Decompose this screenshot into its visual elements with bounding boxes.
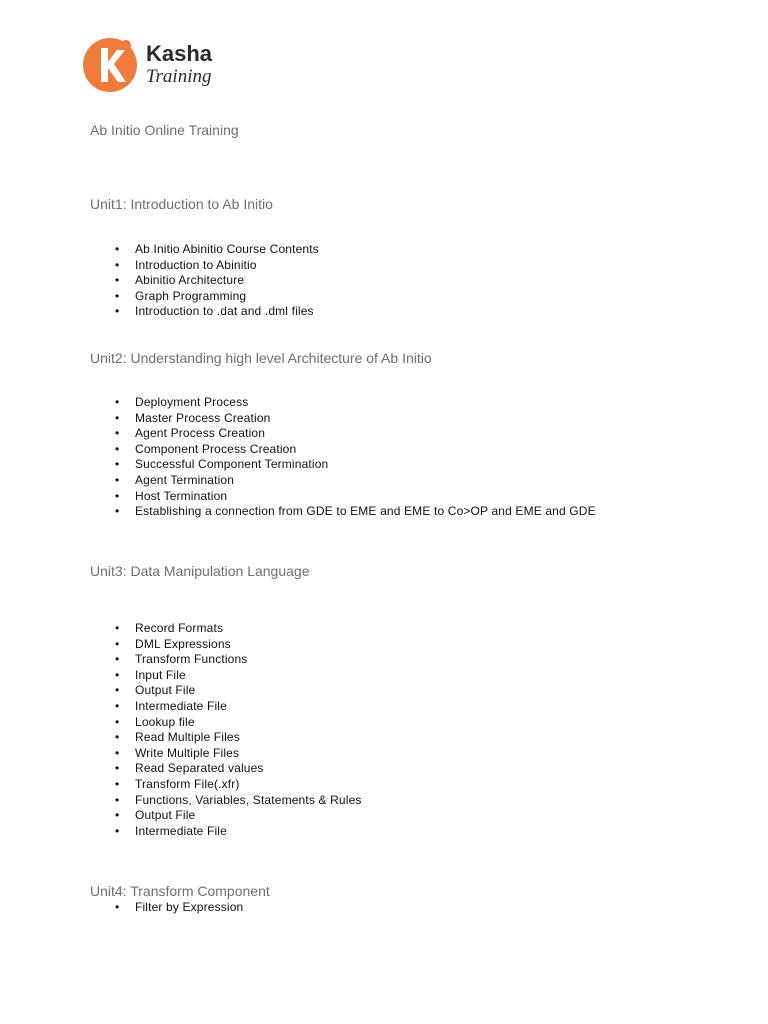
list-item: [115, 793, 362, 809]
list-item-text: Transform Functions: [135, 652, 248, 667]
document-title: Ab Initio Online Training: [90, 122, 239, 138]
bullet-icon: •: [115, 776, 120, 791]
unit-1-heading: Unit1: Introduction to Ab Initio: [90, 196, 273, 212]
list-item: [115, 730, 362, 746]
list-item-text: Intermediate File: [135, 698, 227, 713]
bullet-icon: •: [115, 257, 120, 272]
list-item-text: Deployment Process: [135, 395, 249, 409]
unit-3-heading: Unit3: Data Manipulation Language: [90, 563, 310, 579]
list-item: [115, 504, 596, 520]
unit-4-topic-list: [115, 900, 243, 916]
list-item-text: Lookup file: [135, 714, 195, 729]
list-item-text: Graph Programming: [135, 288, 247, 303]
bullet-icon: •: [115, 288, 120, 303]
bullet-icon: •: [115, 395, 120, 409]
kasha-logo-mark-icon: [82, 36, 138, 92]
list-item-text: Output File: [135, 683, 196, 698]
list-item-text: Filter by Expression: [135, 900, 244, 914]
bullet-icon: •: [115, 761, 120, 776]
bullet-icon: •: [115, 441, 120, 456]
list-item: [115, 668, 362, 684]
list-item: [115, 715, 362, 731]
bullet-icon: •: [115, 621, 120, 635]
list-item-text: Successful Component Termination: [135, 457, 329, 472]
bullet-icon: •: [115, 457, 120, 472]
list-item-text: Component Process Creation: [135, 441, 297, 456]
bullet-icon: •: [115, 900, 120, 914]
list-item: [115, 652, 362, 668]
list-item: [115, 442, 596, 458]
bullet-icon: •: [115, 242, 120, 256]
list-item: [115, 289, 319, 305]
bullet-icon: •: [115, 808, 120, 823]
list-item-text: DML Expressions: [135, 636, 231, 651]
bullet-icon: •: [115, 683, 120, 698]
bullet-icon: •: [115, 823, 120, 838]
list-item: [115, 621, 362, 637]
list-item: [115, 242, 319, 258]
unit-2-topic-list: [115, 395, 596, 520]
bullet-icon: •: [115, 273, 120, 288]
list-item-text: Agent Process Creation: [135, 426, 266, 441]
list-item-text: Agent Termination: [135, 472, 235, 487]
list-item-text: Read Multiple Files: [135, 730, 240, 745]
unit-4-heading: Unit4: Transform Component: [90, 883, 270, 899]
bullet-icon: •: [115, 304, 120, 319]
bullet-icon: •: [115, 504, 120, 519]
list-item-text: Functions, Variables, Statements & Rules: [135, 792, 362, 807]
list-item: [115, 777, 362, 793]
logo-sub-text: Training: [146, 66, 212, 87]
list-item-text: Host Termination: [135, 488, 228, 503]
bullet-icon: •: [115, 698, 120, 713]
list-item-text: Input File: [135, 667, 186, 682]
bullet-icon: •: [115, 792, 120, 807]
list-item-text: Abinitio Architecture: [135, 273, 245, 288]
bullet-icon: •: [115, 636, 120, 651]
list-item: [115, 258, 319, 274]
logo-brand-text: Kasha: [146, 41, 213, 66]
list-item-text: Write Multiple Files: [135, 745, 240, 760]
list-item: [115, 900, 243, 916]
unit-2-heading: Unit2: Understanding high level Architecture of Ab Initio: [90, 350, 432, 366]
list-item-text: Establishing a connection from GDE to EME and EME to Co>OP and EME and GDE: [135, 504, 596, 519]
unit-1-topic-list: [115, 242, 319, 320]
list-item-text: Read Separated values: [135, 761, 264, 776]
list-item-text: Master Process Creation: [135, 410, 271, 425]
bullet-icon: •: [115, 730, 120, 745]
list-item-text: Introduction to .dat and .dml files: [135, 304, 314, 319]
list-item: [115, 637, 362, 653]
bullet-icon: •: [115, 745, 120, 760]
list-item-text: Ab Initio Abinitio Course Contents: [135, 242, 319, 256]
unit-3-topic-list: [115, 621, 362, 839]
list-item: [115, 304, 319, 320]
list-item-text: Intermediate File: [135, 823, 227, 838]
list-item: [115, 489, 596, 505]
bullet-icon: •: [115, 714, 120, 729]
list-item: [115, 683, 362, 699]
list-item-text: Transform File(.xfr): [135, 776, 240, 791]
list-item-text: Record Formats: [135, 621, 224, 635]
list-item: [115, 761, 362, 777]
list-item: [115, 699, 362, 715]
list-item: [115, 746, 362, 762]
list-item: [115, 426, 596, 442]
list-item: [115, 395, 596, 411]
list-item-text: Output File: [135, 808, 196, 823]
bullet-icon: •: [115, 652, 120, 667]
list-item: [115, 273, 319, 289]
list-item: [115, 808, 362, 824]
list-item: [115, 824, 362, 840]
list-item: [115, 473, 596, 489]
list-item-text: Introduction to Abinitio: [135, 257, 257, 272]
bullet-icon: •: [115, 410, 120, 425]
list-item: [115, 411, 596, 427]
bullet-icon: •: [115, 426, 120, 441]
kasha-training-logo: [82, 36, 222, 96]
bullet-icon: •: [115, 488, 120, 503]
list-item: [115, 457, 596, 473]
bullet-icon: •: [115, 667, 120, 682]
bullet-icon: •: [115, 472, 120, 487]
